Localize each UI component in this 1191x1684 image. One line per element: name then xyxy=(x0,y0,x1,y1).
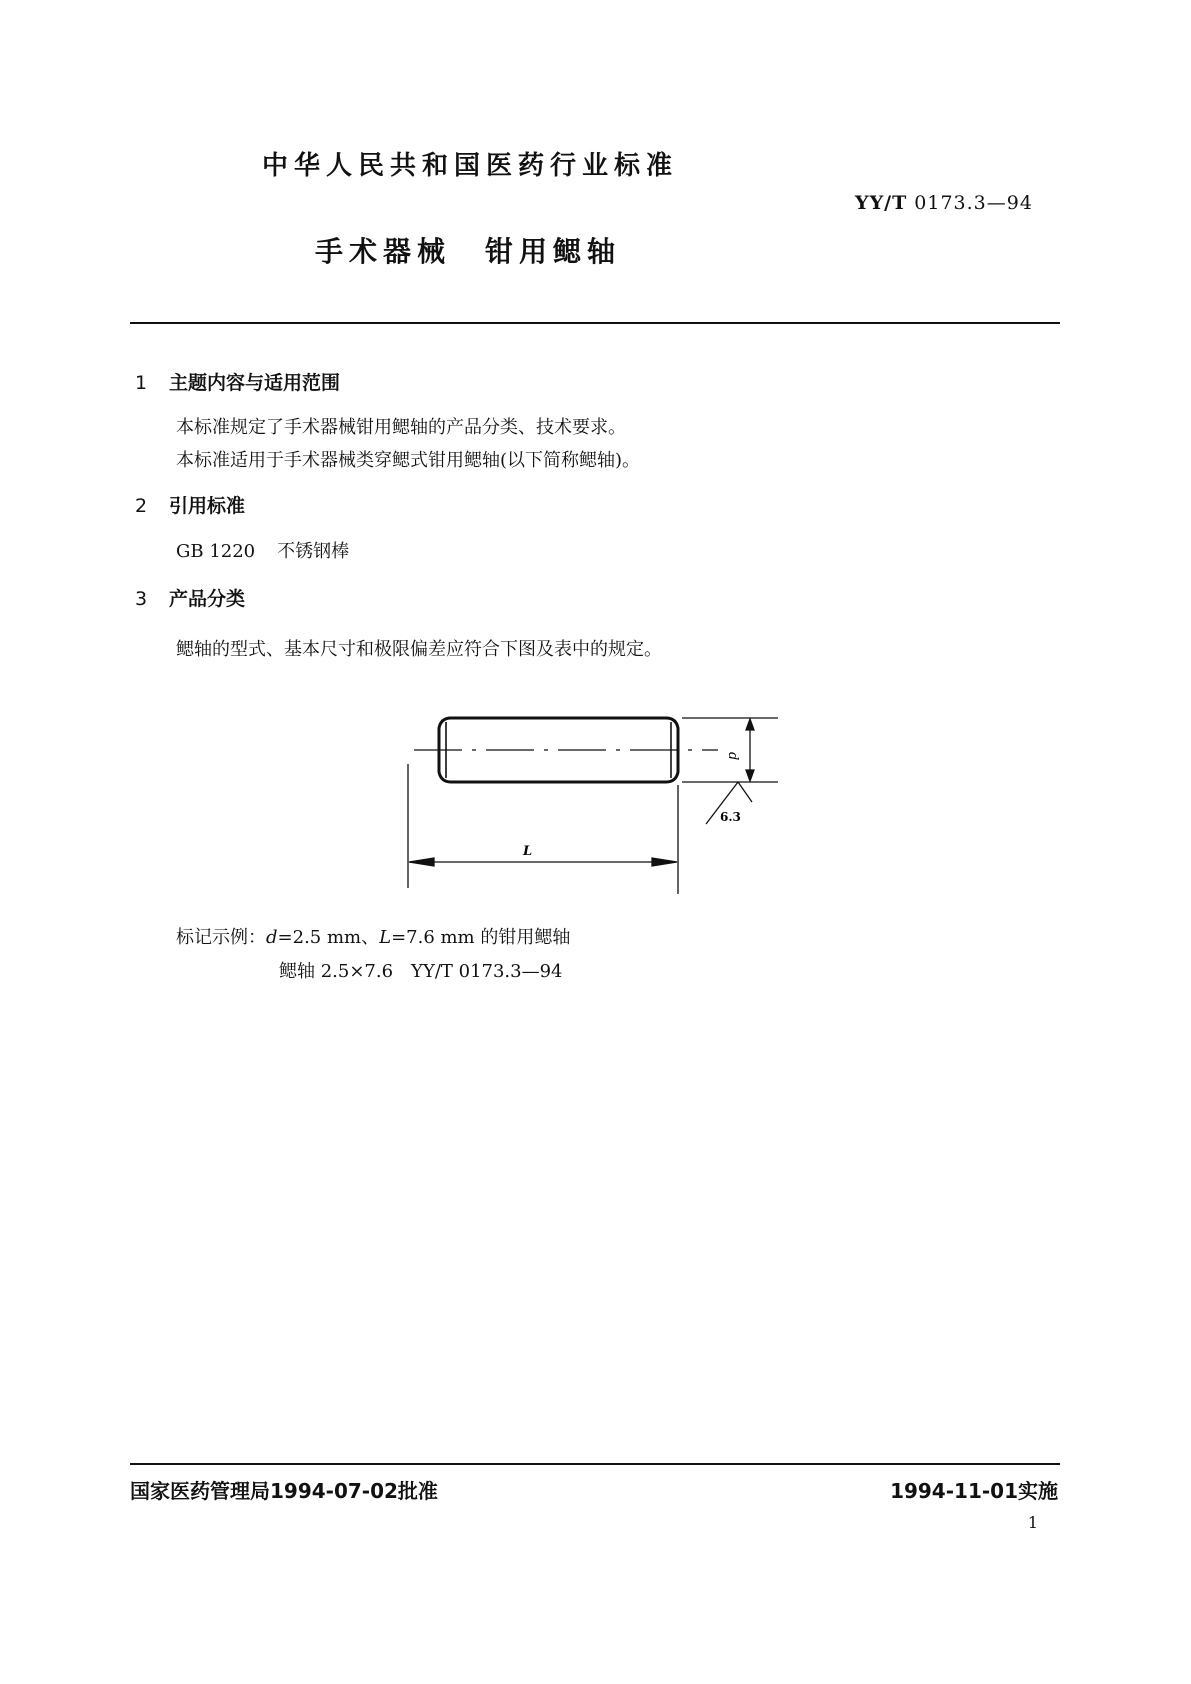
section-number: 3 xyxy=(135,588,148,610)
section-1-paragraph-1: 本标准规定了手术器械钳用鳃轴的产品分类、技术要求。 xyxy=(176,417,626,438)
pin-technical-drawing xyxy=(400,710,800,910)
marking-designation: 鳃轴 2.5×7.6 YY/T 0173.3—94 xyxy=(279,961,563,982)
reference-entry xyxy=(176,537,349,563)
section-2-heading xyxy=(135,491,245,518)
section-title: 主题内容与适用范围 xyxy=(169,372,341,394)
section-title: 产品分类 xyxy=(169,588,246,610)
l-value: =7.6 mm 的钳用鳃轴 xyxy=(391,927,571,948)
page-number: 1 xyxy=(1027,1513,1038,1532)
code-prefix: YY/T xyxy=(855,192,908,214)
section-3-heading xyxy=(135,584,245,611)
code-number: 0173.3—94 xyxy=(914,192,1033,214)
document-code xyxy=(855,192,1033,214)
section-1-heading xyxy=(135,368,340,395)
section-1-paragraph-2: 本标准适用于手术器械类穿鳃式钳用鳃轴(以下简称鳃轴)。 xyxy=(176,450,641,471)
standard-title: 中华人民共和国医药行业标准 xyxy=(262,151,679,181)
marking-example-label: 标记示例： xyxy=(176,927,266,948)
approval-statement: 国家医药管理局1994-07-02批准 xyxy=(130,1479,438,1503)
section-number: 1 xyxy=(135,372,148,394)
length-label: L xyxy=(523,844,533,859)
l-symbol: L xyxy=(379,927,392,948)
diameter-label: d xyxy=(725,752,740,761)
roughness-value: 6.3 xyxy=(720,810,741,824)
diameter-dimension xyxy=(682,718,778,782)
implementation-date: 1994-11-01实施 xyxy=(890,1479,1058,1503)
header-divider xyxy=(130,322,1060,324)
reference-title: 不锈钢棒 xyxy=(277,541,350,562)
section-3-paragraph: 鳃轴的型式、基本尺寸和极限偏差应符合下图及表中的规定。 xyxy=(176,639,662,660)
section-number: 2 xyxy=(135,495,148,517)
footer-divider xyxy=(130,1463,1060,1465)
marking-example xyxy=(176,923,570,949)
d-value: =2.5 mm、 xyxy=(277,927,380,948)
d-symbol: d xyxy=(266,927,278,948)
section-title: 引用标准 xyxy=(169,495,246,517)
document-title: 手术器械 钳用鳃轴 xyxy=(315,235,622,268)
reference-code: GB 1220 xyxy=(176,541,256,562)
